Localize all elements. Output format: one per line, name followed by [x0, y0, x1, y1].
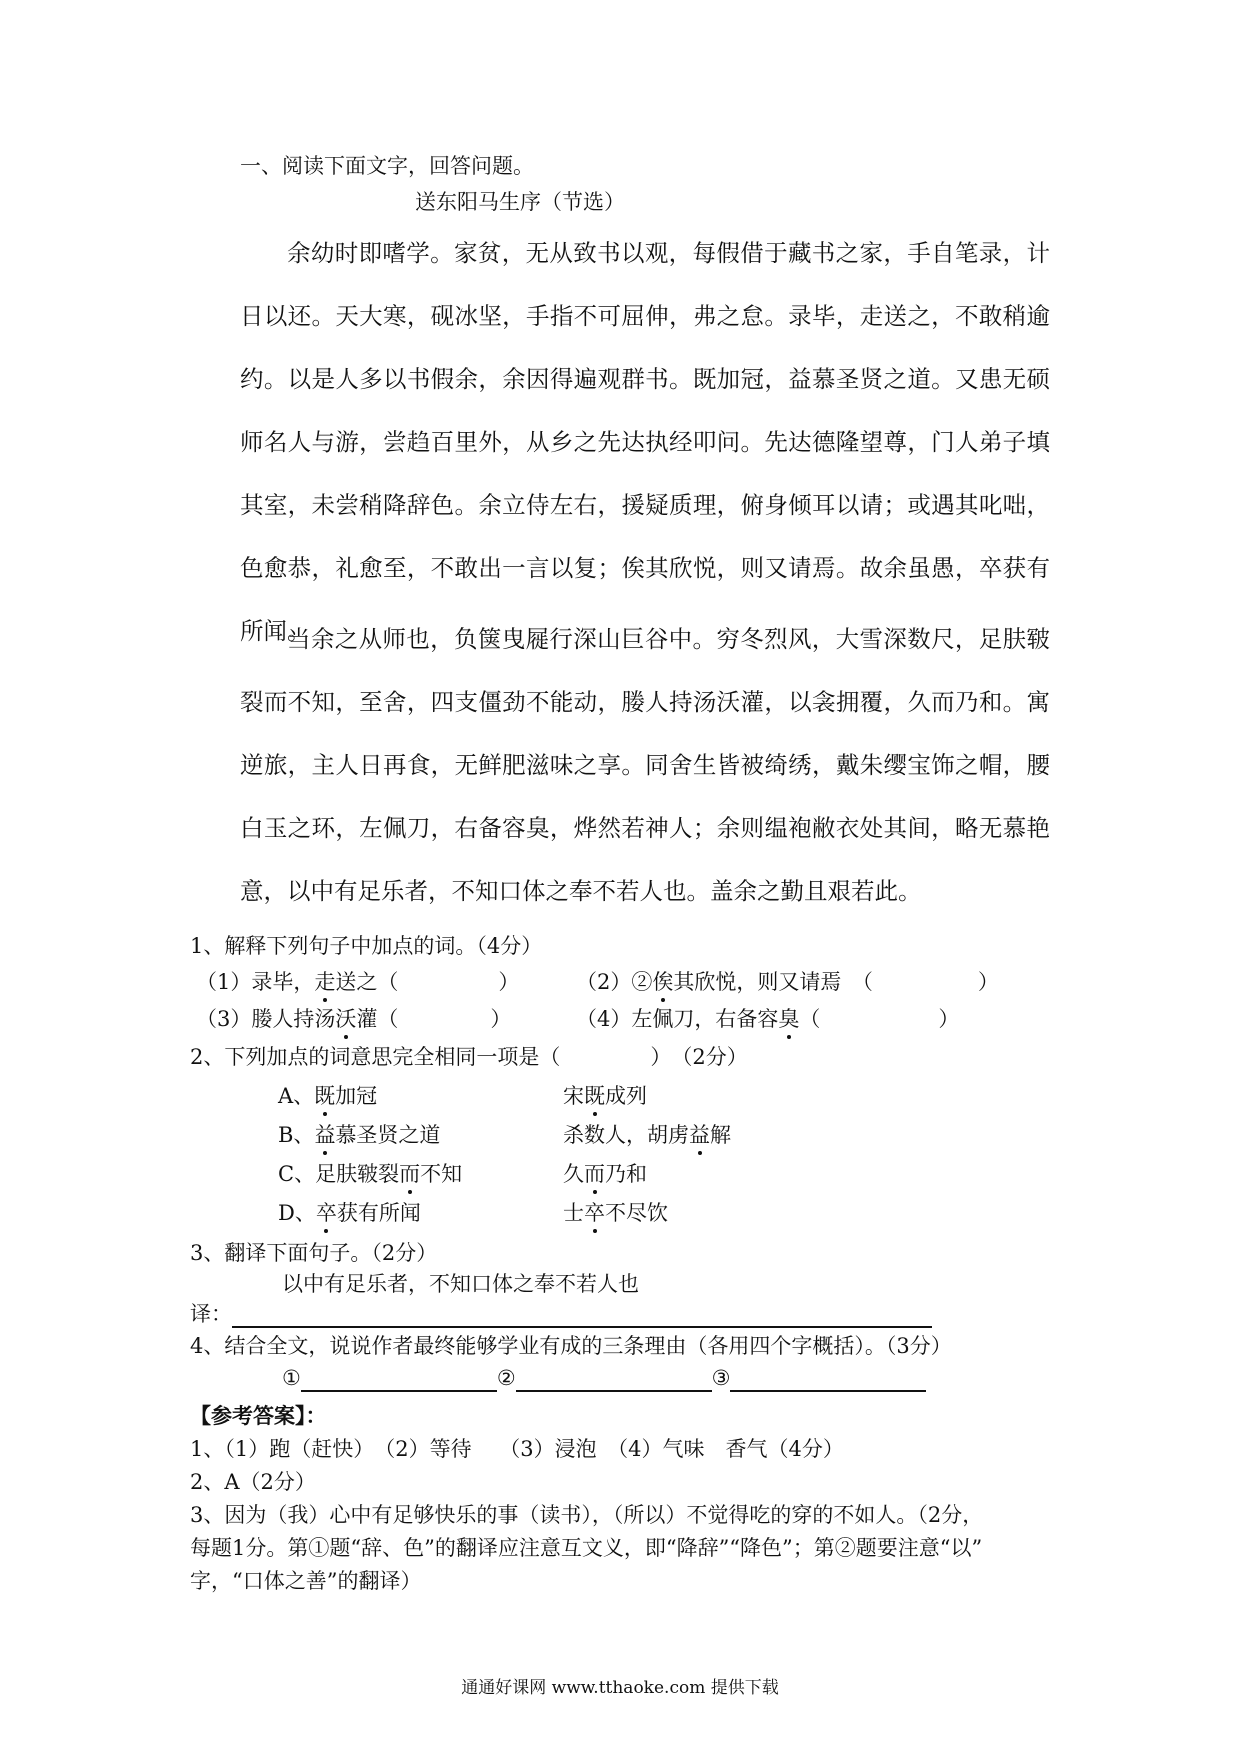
- q2-option-a-compare: 宋既成列: [563, 1080, 647, 1110]
- section-heading: 一、阅读下面文字，回答问题。: [240, 154, 534, 178]
- q1-item-2: （2）②俟其欣悦，则又请焉 （ ）: [576, 966, 999, 996]
- q2-option-d[interactable]: D、卒获有所闻: [278, 1197, 421, 1227]
- answer-1: 1、（1）跑（赶快） （2）等待 （3）浸泡 （4）气味 香气（4分）: [190, 1437, 844, 1461]
- q4-blanks-row: [282, 1366, 926, 1392]
- translation-label: 译：: [190, 1302, 232, 1326]
- q4-mark-2: ②: [496, 1366, 516, 1390]
- q4-blank-1[interactable]: [301, 1366, 497, 1392]
- passage-paragraph-1: 余幼时即嗜学。家贫，无从致书以观，每假借于藏书之家，手自笔录，计日以还。天大寒，砚冰坚，手指不可屈伸，弗之怠。录毕，走送之，不敢稍逾约。以是人多以书假余，余因得遍观群书。既加冠，益慕圣贤之道。又患无硕师名人与游，尝趋百里外，从乡之先达执经叩问。先达德隆望尊，门人弟子填其室，未尝稍降辞色。余立侍左右，援疑质理，俯身倾耳以请；或遇其叱咄，色愈恭，礼愈至，不敢出一言以复；俟其欣悦，则又请焉。故余虽愚，卒获有所闻。: [240, 239, 1050, 645]
- footer-credit: 通通好课网 www.tthaoke.com 提供下载: [461, 1678, 779, 1698]
- dotted-char: 益: [314, 1119, 335, 1149]
- dotted-char: 而: [399, 1158, 420, 1188]
- dotted-char: 既: [584, 1080, 605, 1110]
- passage-paragraph-2: 当余之从师也，负箧曳屣行深山巨谷中。穷冬烈风，大雪深数尺，足肤皲裂而不知，至舍，四支僵劲不能动，媵人持汤沃灌，以衾拥覆，久而乃和。寓逆旅，主人日再食，无鲜肥滋味之享。同舍生皆被绮绣，戴朱缨宝饰之帽，腰白玉之环，左佩刀，右备容臭，烨然若神人；余则缊袍敝衣处其间，略无慕艳意，以中有足乐者，不知口体之奉不若人也。盖余之勤且艰若此。: [240, 625, 1050, 905]
- q1-item-1: （1）录毕，走送之（ ）: [196, 966, 519, 996]
- answer-3-line-2: 每题1分。第①题“辞、色”的翻译应注意互文义，即“降辞”“降色”；第②题要注意“以”: [190, 1536, 983, 1560]
- dotted-char: 益: [689, 1119, 710, 1149]
- q4-blank-2[interactable]: [516, 1366, 712, 1392]
- q4-stem: 4、结合全文，说说作者最终能够学业有成的三条理由（各用四个字概括）。（3分）: [190, 1334, 952, 1358]
- answer-3-line-3: 字，“口体之善”的翻译）: [190, 1569, 422, 1593]
- q3-translation-row: [190, 1298, 932, 1328]
- q2-option-d-compare: 士卒不尽饮: [563, 1197, 668, 1227]
- q2-option-b-compare: 杀数人，胡虏益解: [563, 1119, 731, 1149]
- passage-title: 送东阳马生序（节选）: [415, 190, 625, 214]
- q2-stem: 2、下列加点的词意思完全相同一项是（ ） （2分）: [190, 1045, 748, 1069]
- q2-option-c[interactable]: C、足肤皲裂而不知: [278, 1158, 462, 1188]
- dotted-char: 俟: [652, 966, 673, 996]
- answer-2: 2、A（2分）: [190, 1470, 316, 1494]
- q2-option-a[interactable]: A、既加冠: [278, 1080, 377, 1110]
- q1-item-4: （4）左佩刀，右备容臭（ ）: [576, 1003, 959, 1033]
- dotted-char: 沃: [335, 1003, 356, 1033]
- answer-3-line-1: 3、因为（我）心中有足够快乐的事（读书），（所以）不觉得吃的穿的不如人。（2分，: [190, 1503, 984, 1527]
- q4-mark-3: ③: [711, 1366, 731, 1390]
- q3-sentence: 以中有足乐者，不知口体之奉不若人也: [282, 1272, 639, 1296]
- dotted-char: 而: [584, 1158, 605, 1188]
- q1-item-3: （3）媵人持汤沃灌（ ）: [196, 1003, 511, 1033]
- dotted-char: 走: [314, 966, 335, 996]
- dotted-char: 臭: [778, 1003, 799, 1033]
- q2-option-c-compare: 久而乃和: [563, 1158, 647, 1188]
- translation-blank[interactable]: [232, 1302, 932, 1328]
- q1-stem: 1、解释下列句子中加点的词。（4分）: [190, 934, 543, 958]
- q3-stem: 3、翻译下面句子。（2分）: [190, 1241, 438, 1265]
- q2-option-b[interactable]: B、益慕圣贤之道: [278, 1119, 440, 1149]
- answers-header: 【参考答案】：: [190, 1403, 327, 1428]
- q4-mark-1: ①: [282, 1366, 301, 1390]
- dotted-char: 既: [314, 1080, 335, 1110]
- dotted-char: 卒: [316, 1197, 337, 1227]
- dotted-char: 卒: [584, 1197, 605, 1227]
- q4-blank-3[interactable]: [730, 1366, 926, 1392]
